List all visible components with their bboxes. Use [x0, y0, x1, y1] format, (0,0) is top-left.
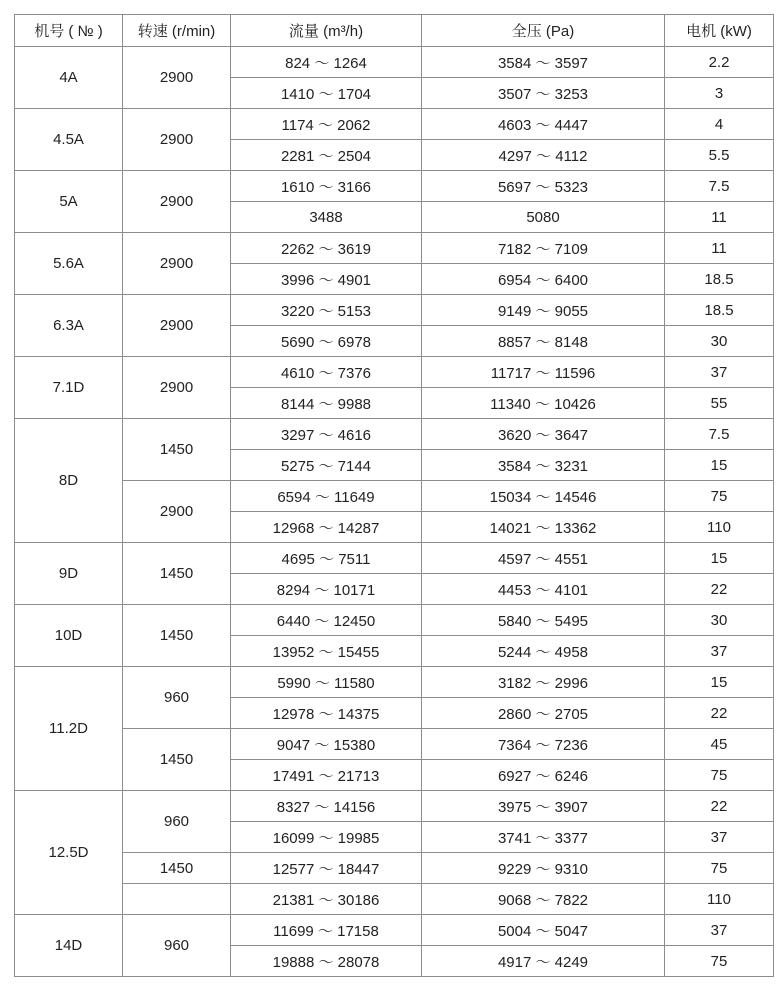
- flow-cell: 6440 ～ 12450: [231, 605, 422, 636]
- model-cell: 12.5D: [15, 791, 123, 915]
- table-row: [15, 357, 774, 388]
- table-row: [15, 481, 774, 512]
- header-power: 电机 (kW): [665, 15, 774, 47]
- power-cell: 7.5: [665, 171, 774, 202]
- power-cell: 37: [665, 636, 774, 667]
- table-row: [15, 543, 774, 574]
- power-cell: 3: [665, 78, 774, 109]
- pressure-cell: 4917 ～ 4249: [422, 946, 665, 977]
- pressure-cell: 7182 ～ 7109: [422, 233, 665, 264]
- pressure-cell: 5244 ～ 4958: [422, 636, 665, 667]
- flow-cell: 3220 ～ 5153: [231, 295, 422, 326]
- pressure-cell: 15034 ～ 14546: [422, 481, 665, 512]
- flow-cell: 5690 ～ 6978: [231, 326, 422, 357]
- power-cell: 55: [665, 388, 774, 419]
- fan-spec-table: [14, 14, 774, 977]
- model-cell: 14D: [15, 915, 123, 977]
- table-row: [15, 853, 774, 884]
- flow-cell: 19888 ～ 28078: [231, 946, 422, 977]
- power-cell: 45: [665, 729, 774, 760]
- pressure-cell: 6927 ～ 6246: [422, 760, 665, 791]
- power-cell: 37: [665, 822, 774, 853]
- power-cell: 30: [665, 605, 774, 636]
- speed-cell: 1450: [123, 605, 231, 667]
- model-cell: 4.5A: [15, 109, 123, 171]
- pressure-cell: 3584 ～ 3231: [422, 450, 665, 481]
- flow-cell: 4695 ～ 7511: [231, 543, 422, 574]
- pressure-cell: 4453 ～ 4101: [422, 574, 665, 605]
- pressure-cell: 5840 ～ 5495: [422, 605, 665, 636]
- pressure-cell: 2860 ～ 2705: [422, 698, 665, 729]
- speed-cell: 2900: [123, 109, 231, 171]
- pressure-cell: 11717 ～ 11596: [422, 357, 665, 388]
- power-cell: 75: [665, 946, 774, 977]
- header-flow: 流量 (m³/h): [231, 15, 422, 47]
- flow-cell: 3488: [231, 202, 422, 233]
- speed-cell: 960: [123, 791, 231, 853]
- pressure-cell: 9229 ～ 9310: [422, 853, 665, 884]
- speed-cell: 1450: [123, 729, 231, 791]
- header-speed: 转速 (r/min): [123, 15, 231, 47]
- power-cell: 18.5: [665, 264, 774, 295]
- model-cell: 9D: [15, 543, 123, 605]
- power-cell: 4: [665, 109, 774, 140]
- power-cell: 15: [665, 450, 774, 481]
- pressure-cell: 4603 ～ 4447: [422, 109, 665, 140]
- power-cell: 11: [665, 202, 774, 233]
- table-row: [15, 791, 774, 822]
- flow-cell: 17491 ～ 21713: [231, 760, 422, 791]
- flow-cell: 8294 ～ 10171: [231, 574, 422, 605]
- pressure-cell: 8857 ～ 8148: [422, 326, 665, 357]
- flow-cell: 1174 ～ 2062: [231, 109, 422, 140]
- power-cell: 22: [665, 698, 774, 729]
- pressure-cell: 5004 ～ 5047: [422, 915, 665, 946]
- flow-cell: 1610 ～ 3166: [231, 171, 422, 202]
- power-cell: 75: [665, 853, 774, 884]
- power-cell: 22: [665, 574, 774, 605]
- speed-cell: 1450: [123, 543, 231, 605]
- pressure-cell: 9068 ～ 7822: [422, 884, 665, 915]
- flow-cell: 3996 ～ 4901: [231, 264, 422, 295]
- table-row: [15, 171, 774, 202]
- speed-cell: 2900: [123, 357, 231, 419]
- header-model: 机号 ( № ): [15, 15, 123, 47]
- header-pressure: 全压 (Pa): [422, 15, 665, 47]
- table-header: [15, 15, 774, 47]
- speed-cell: [123, 884, 231, 915]
- flow-cell: 13952 ～ 15455: [231, 636, 422, 667]
- flow-cell: 12978 ～ 14375: [231, 698, 422, 729]
- table-body: [15, 47, 774, 977]
- power-cell: 15: [665, 543, 774, 574]
- model-cell: 4A: [15, 47, 123, 109]
- pressure-cell: 7364 ～ 7236: [422, 729, 665, 760]
- table-row: [15, 667, 774, 698]
- table-row: [15, 233, 774, 264]
- flow-cell: 1410 ～ 1704: [231, 78, 422, 109]
- table-row: [15, 295, 774, 326]
- pressure-cell: 5080: [422, 202, 665, 233]
- flow-cell: 6594 ～ 11649: [231, 481, 422, 512]
- flow-cell: 21381 ～ 30186: [231, 884, 422, 915]
- model-cell: 8D: [15, 419, 123, 543]
- pressure-cell: 5697 ～ 5323: [422, 171, 665, 202]
- pressure-cell: 3975 ～ 3907: [422, 791, 665, 822]
- pressure-cell: 3584 ～ 3597: [422, 47, 665, 78]
- pressure-cell: 3182 ～ 2996: [422, 667, 665, 698]
- model-cell: 6.3A: [15, 295, 123, 357]
- flow-cell: 12968 ～ 14287: [231, 512, 422, 543]
- table-row: [15, 729, 774, 760]
- speed-cell: 1450: [123, 419, 231, 481]
- model-cell: 5A: [15, 171, 123, 233]
- flow-cell: 9047 ～ 15380: [231, 729, 422, 760]
- flow-cell: 8327 ～ 14156: [231, 791, 422, 822]
- table-row: [15, 109, 774, 140]
- flow-cell: 5275 ～ 7144: [231, 450, 422, 481]
- flow-cell: 5990 ～ 11580: [231, 667, 422, 698]
- flow-cell: 11699 ～ 17158: [231, 915, 422, 946]
- power-cell: 110: [665, 884, 774, 915]
- table-row: [15, 915, 774, 946]
- model-cell: 7.1D: [15, 357, 123, 419]
- pressure-cell: 6954 ～ 6400: [422, 264, 665, 295]
- speed-cell: 1450: [123, 853, 231, 884]
- speed-cell: 2900: [123, 295, 231, 357]
- model-cell: 5.6A: [15, 233, 123, 295]
- power-cell: 22: [665, 791, 774, 822]
- speed-cell: 960: [123, 667, 231, 729]
- power-cell: 15: [665, 667, 774, 698]
- flow-cell: 2262 ～ 3619: [231, 233, 422, 264]
- model-cell: 11.2D: [15, 667, 123, 791]
- header-row: [15, 15, 774, 47]
- table-row: [15, 47, 774, 78]
- power-cell: 7.5: [665, 419, 774, 450]
- flow-cell: 3297 ～ 4616: [231, 419, 422, 450]
- pressure-cell: 3507 ～ 3253: [422, 78, 665, 109]
- table-row: [15, 884, 774, 915]
- speed-cell: 2900: [123, 481, 231, 543]
- power-cell: 11: [665, 233, 774, 264]
- flow-cell: 4610 ～ 7376: [231, 357, 422, 388]
- power-cell: 37: [665, 915, 774, 946]
- power-cell: 5.5: [665, 140, 774, 171]
- power-cell: 110: [665, 512, 774, 543]
- model-cell: 10D: [15, 605, 123, 667]
- pressure-cell: 3620 ～ 3647: [422, 419, 665, 450]
- flow-cell: 8144 ～ 9988: [231, 388, 422, 419]
- power-cell: 37: [665, 357, 774, 388]
- power-cell: 75: [665, 481, 774, 512]
- speed-cell: 960: [123, 915, 231, 977]
- pressure-cell: 11340 ～ 10426: [422, 388, 665, 419]
- pressure-cell: 14021 ～ 13362: [422, 512, 665, 543]
- pressure-cell: 9149 ～ 9055: [422, 295, 665, 326]
- speed-cell: 2900: [123, 171, 231, 233]
- pressure-cell: 3741 ～ 3377: [422, 822, 665, 853]
- flow-cell: 824 ～ 1264: [231, 47, 422, 78]
- power-cell: 2.2: [665, 47, 774, 78]
- table-row: [15, 419, 774, 450]
- flow-cell: 16099 ～ 19985: [231, 822, 422, 853]
- table-row: [15, 605, 774, 636]
- pressure-cell: 4297 ～ 4112: [422, 140, 665, 171]
- pressure-cell: 4597 ～ 4551: [422, 543, 665, 574]
- power-cell: 75: [665, 760, 774, 791]
- flow-cell: 12577 ～ 18447: [231, 853, 422, 884]
- power-cell: 18.5: [665, 295, 774, 326]
- power-cell: 30: [665, 326, 774, 357]
- speed-cell: 2900: [123, 233, 231, 295]
- flow-cell: 2281 ～ 2504: [231, 140, 422, 171]
- speed-cell: 2900: [123, 47, 231, 109]
